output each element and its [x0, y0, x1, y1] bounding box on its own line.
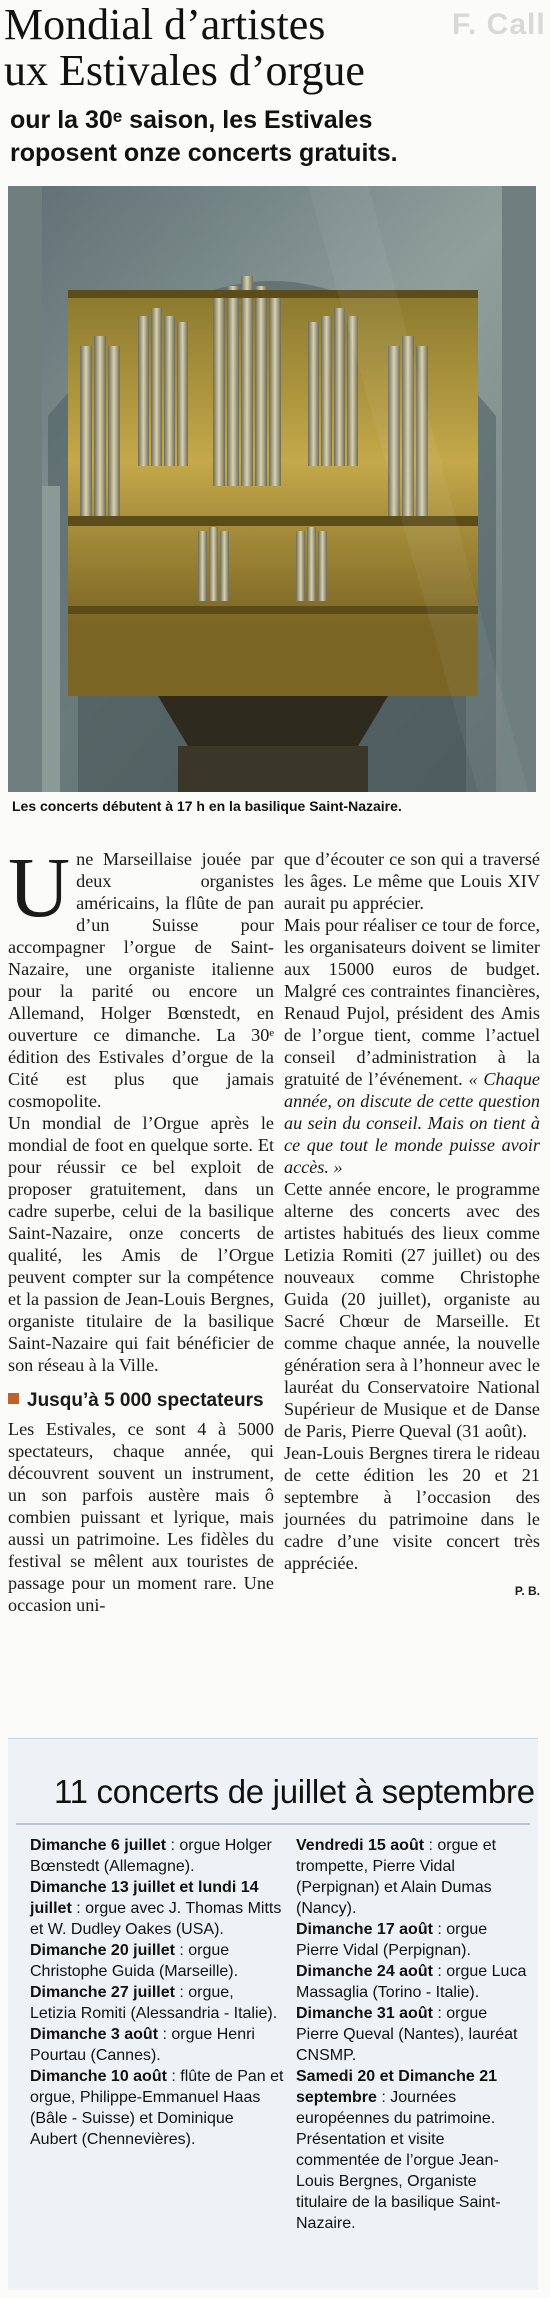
schedule-entry: [296, 1835, 532, 1919]
entry-date: Dimanche 27 juillet: [30, 1984, 175, 2001]
schedule-column-left: [30, 1835, 284, 2150]
schedule-column-right: [296, 1835, 532, 2234]
headline-line-2: ux Estivales d’orgue: [4, 46, 365, 95]
article-paragraph: que d’écouter ce son qui a traversé les âges. Le même que Louis XIV aurait pu apprécier.: [284, 849, 540, 913]
article-paragraph: [284, 914, 540, 1178]
article-column-1: [8, 839, 274, 1616]
schedule-entry: [30, 1982, 284, 2024]
drop-cap: U: [8, 839, 71, 935]
headline: [4, 2, 474, 94]
article-paragraph: Les Estivales, ce sont 4 à 5000 spectateurs, chaque année, qui découvrent souvent un instrument, un son parfois austère mais ô combien puissant et lyrique, mais aussi un patrimoine. Les fidèles du festival se mêlent aux touristes de passage pour un moment rare. Une occasion uni-: [8, 1419, 274, 1615]
bullet-square-icon: [8, 1393, 19, 1404]
schedule-entry: [30, 2066, 284, 2150]
bleed-through-text: F. Call: [452, 8, 546, 41]
entry-date: Vendredi 15 août: [296, 1837, 425, 1854]
schedule-entry: [296, 1961, 532, 2003]
subhead-line-1: our la 30ᵉ saison, les Estivales: [10, 106, 373, 134]
schedule-entry: [30, 1877, 284, 1940]
article-paragraph: Cette année encore, le programme alterne des concerts avec des artistes habitués des lieux comme Letizia Romiti (27 juillet) ou des nouveaux comme Christophe Guida (20 juillet), organiste au Sacré Chœur de Marseille. Et comme chaque année, la nouvelle génération sera à l’honneur avec le lauréat du Conservatoire National Supérieur de Musique et de Danse de Paris, Pierre Queval (31 août).: [284, 1179, 540, 1441]
schedule-entry: [30, 1835, 284, 1877]
photo-caption: Les concerts débutent à 17 h en la basilique Saint-Nazaire.: [12, 798, 402, 814]
schedule-entry: [30, 2024, 284, 2066]
entry-details: : flûte de Pan et orgue, Philippe-Emmanuel Haas (Bâle - Suisse) et Dominique Aubert (Chennevières).: [30, 2068, 284, 2148]
article-column-2: [284, 848, 540, 1602]
entry-details: : orgue Luca Massaglia (Torino - Italie).: [296, 1963, 527, 2001]
quote: « Chaque année, on discute de cette question au sein du conseil. Mais on tient à ce que tout le monde puisse avoir accès. »: [284, 1069, 540, 1177]
entry-date: Dimanche 17 août: [296, 1921, 433, 1938]
entry-details: : orgue et trompette, Pierre Vidal (Perpignan) et Alain Dumas (Nancy).: [296, 1837, 497, 1917]
entry-date: Dimanche 6 juillet: [30, 1837, 167, 1854]
organ-photo: [8, 186, 536, 792]
schedule-entry: [30, 1940, 284, 1982]
author-signature: P. B.: [514, 1584, 540, 1598]
paragraph-text: Mais pour réaliser ce tour de force, les organisateurs doivent se limiter aux 15000 euros de budget. Malgré ces contraintes financières, Renaud Pujol, président des Amis de l’orgue tient, comme l’actuel conseil d’administration à la gratuité de l’événement.: [284, 915, 540, 1089]
entry-details: : orgue Pierre Queval (Nantes), lauréat CNSMP.: [296, 2005, 518, 2064]
entry-details: : orgue Christophe Guida (Marseille).: [30, 1942, 239, 1980]
entry-details: : orgue avec J. Thomas Mitts et W. Dudley Oakes (USA).: [30, 1900, 282, 1938]
entry-details: : orgue, Letizia Romiti (Alessandria - Italie).: [30, 1984, 278, 2022]
entry-date: Dimanche 24 août: [296, 1963, 433, 1980]
headline-line-1: Mondial d’artistes: [4, 0, 326, 49]
schedule-divider: [16, 1823, 530, 1825]
subhead-line-2: roposent onze concerts gratuits.: [10, 139, 398, 167]
entry-date: Dimanche 10 août: [30, 2068, 167, 2085]
article-paragraph: Un mondial de l’Orgue après le mondial de foot en quelque sorte. Et pour réussir ce bel exploit de proposer gratuitement, dans un cadre superbe, celui de la basilique Saint-Nazaire, onze concerts de qualité, les Amis de l’Orgue peuvent compter sur la compétence et la passion de Jean-Louis Bergnes, organiste titulaire de la basilique Saint-Nazaire qui fait bénéficier de son réseau à la Ville.: [8, 1113, 274, 1375]
section-subtitle: [8, 1390, 274, 1412]
entry-details: : Journées européennes du patrimoine. Présentation et visite commentée de l’orgue Jean-Louis Bergnes, Organiste titulaire de la basilique Saint-Nazaire.: [296, 2089, 501, 2232]
article-paragraph: Jean-Louis Bergnes tirera le rideau de cette édition les 20 et 21 septembre à l’occasion des journées du patrimoine dans le cadre d’une visite concert très appréciée.: [284, 1443, 540, 1573]
entry-date: Dimanche 31 août: [296, 2005, 433, 2022]
concert-schedule-box: [8, 1738, 538, 2290]
entry-date: Dimanche 20 juillet: [30, 1942, 175, 1959]
schedule-entry: [296, 2003, 532, 2066]
paragraph-text: ne Marseillaise jouée par deux organistes américains, la flûte de pan d’un Suisse pour accompagner l’orgue de Saint-Nazaire, une organiste italienne pour la parité ou encore un Allemand, Holger Bœnstedt, en ouverture ce dimanche. La 30ᵉ édition des Estivales d’orgue de la Cité est plus que jamais cosmopolite.: [8, 849, 274, 1111]
entry-date: Dimanche 13 juillet et lundi 14 juillet: [30, 1879, 259, 1917]
schedule-title: 11 concerts de juillet à septembre: [54, 1773, 535, 1810]
article-paragraph: [8, 839, 274, 1112]
entry-details: : orgue Holger Bœnstedt (Allemagne).: [30, 1837, 272, 1875]
schedule-entry: [296, 1919, 532, 1961]
schedule-entry: [296, 2066, 532, 2234]
entry-date: Dimanche 3 août: [30, 2026, 159, 2043]
entry-details: : orgue Pierre Vidal (Perpignan).: [296, 1921, 488, 1959]
entry-details: : orgue Henri Pourtau (Cannes).: [30, 2026, 255, 2064]
subtitle-text: Jusqu’à 5 000 spectateurs: [27, 1390, 264, 1411]
subheadline: [10, 104, 530, 170]
entry-date: Samedi 20 et Dimanche 21 septembre: [296, 2068, 497, 2106]
